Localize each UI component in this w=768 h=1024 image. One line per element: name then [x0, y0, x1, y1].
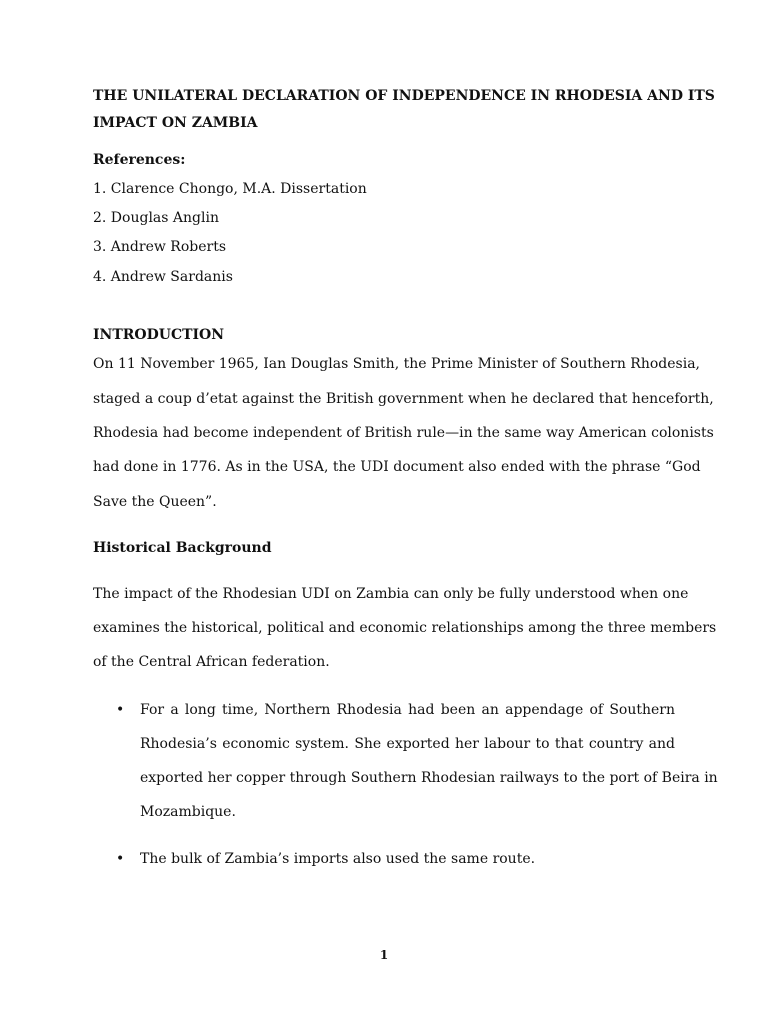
- historical-background-line: of the Central African federation.: [93, 654, 330, 670]
- historical-background-line: The impact of the Rhodesian UDI on Zambia can only be fully understood when one: [93, 586, 689, 602]
- introduction-heading: INTRODUCTION: [93, 327, 225, 343]
- document-title-line-1: THE UNILATERAL DECLARATION OF INDEPENDENCE IN RHODESIA AND ITS: [93, 88, 715, 104]
- reference-item: 2. Douglas Anglin: [93, 210, 219, 226]
- bullet-icon: •: [116, 702, 125, 718]
- bullet-line: Rhodesia’s economic system. She exported her labour to that country and: [140, 736, 675, 752]
- page-number: 1: [379, 948, 389, 962]
- introduction-line: Rhodesia had become independent of British rule—in the same way American colonists: [93, 425, 714, 441]
- bullet-line: For a long time, Northern Rhodesia had been an appendage of Southern: [140, 702, 675, 718]
- reference-item: 4. Andrew Sardanis: [93, 269, 233, 285]
- introduction-line: staged a coup d’etat against the British government when he declared that henceforth,: [93, 391, 714, 407]
- historical-background-heading: Historical Background: [93, 540, 272, 556]
- bullet-line: Mozambique.: [140, 804, 236, 820]
- historical-background-line: examines the historical, political and economic relationships among the three members: [93, 620, 717, 636]
- bullet-line: exported her copper through Southern Rhodesian railways to the port of Beira in: [140, 770, 718, 786]
- reference-item: 3. Andrew Roberts: [93, 239, 227, 255]
- bullet-icon: •: [116, 851, 125, 867]
- introduction-line: On 11 November 1965, Ian Douglas Smith, the Prime Minister of Southern Rhodesia,: [93, 356, 700, 372]
- introduction-line: Save the Queen”.: [93, 494, 217, 510]
- reference-item: 1. Clarence Chongo, M.A. Dissertation: [93, 181, 367, 197]
- bullet-line: The bulk of Zambia’s imports also used the same route.: [140, 851, 536, 867]
- references-heading: References:: [93, 152, 186, 168]
- introduction-line: had done in 1776. As in the USA, the UDI document also ended with the phrase “God: [93, 459, 701, 475]
- document-title-line-2: IMPACT ON ZAMBIA: [93, 115, 258, 131]
